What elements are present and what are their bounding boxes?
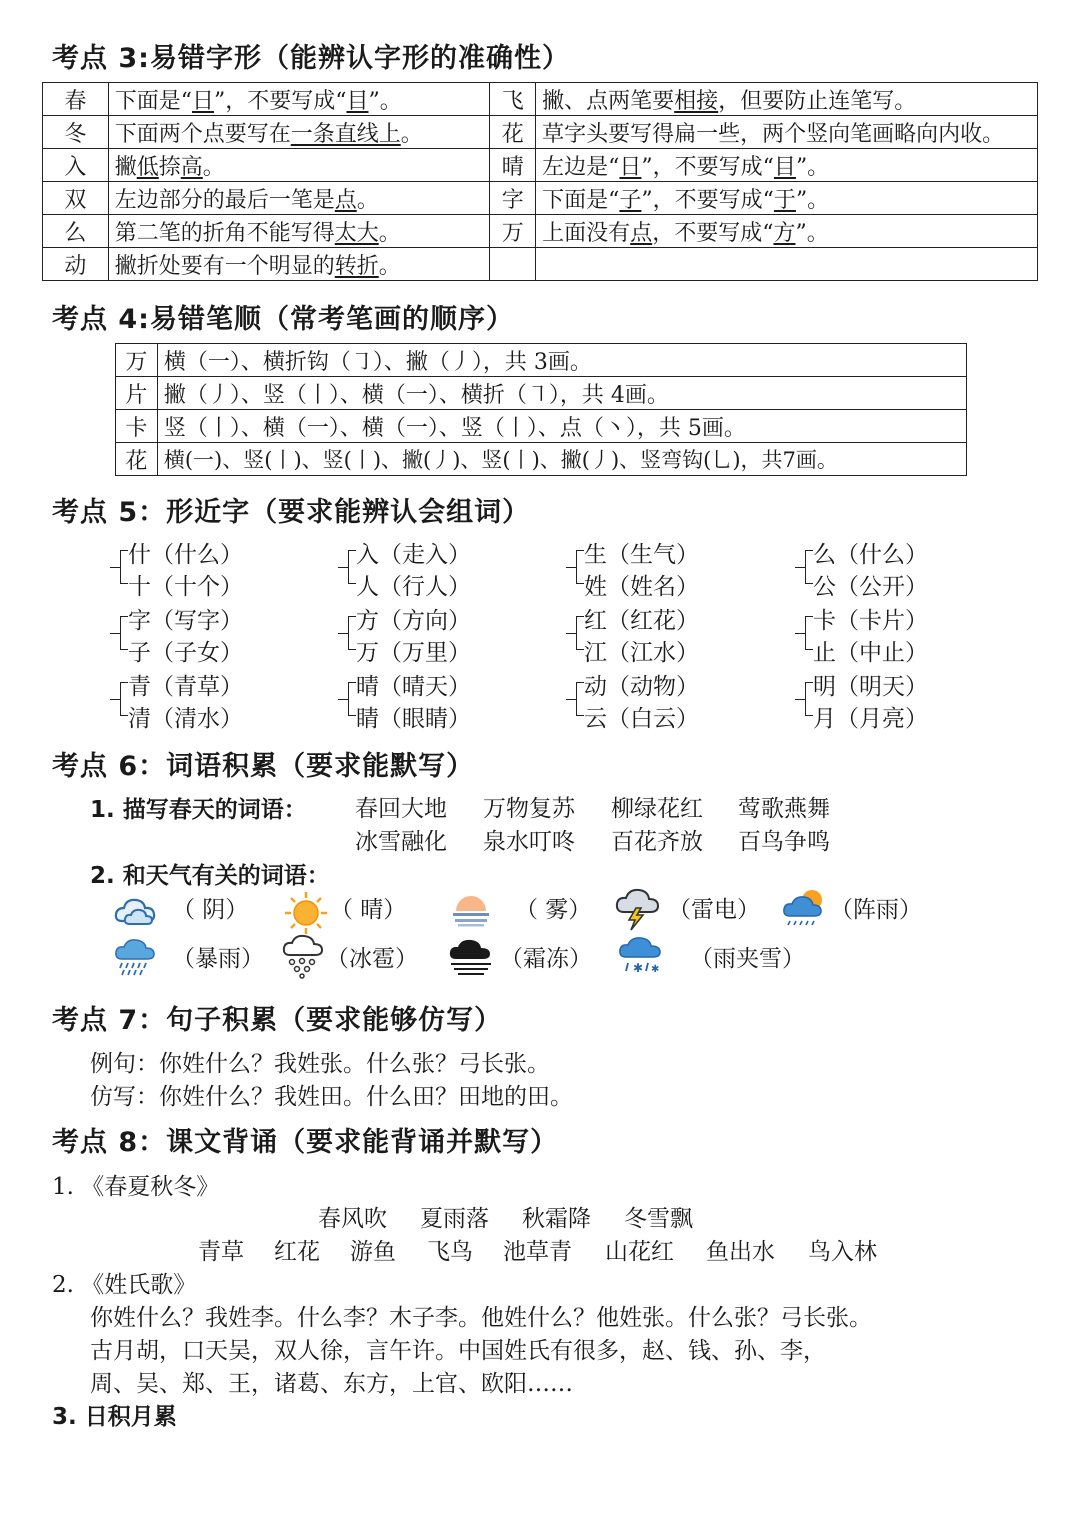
underlined-text: 低 xyxy=(136,154,159,180)
char-cell: 万 xyxy=(116,344,158,377)
section3-table xyxy=(42,82,1038,281)
hail-icon xyxy=(282,933,326,979)
poem2-line1: 你姓什么？我姓李。什么李？木子李。他姓什么？他姓张。什么张？弓长张。 xyxy=(90,1305,872,1331)
poem-phrase: 池草青 xyxy=(503,1239,572,1265)
cell-text: 第二笔的折角不能写得 xyxy=(114,220,335,246)
weather-label-heavy-rain: （暴雨） xyxy=(172,946,264,972)
example-sentence: 例句：你姓什么？我姓张。什么张？弓长张。 xyxy=(90,1051,550,1077)
svg-text:✱: ✱ xyxy=(633,961,644,975)
poem-phrase: 山花红 xyxy=(605,1239,674,1265)
note-cell xyxy=(536,83,1038,116)
similar-char-word: 晴（晴天） xyxy=(356,674,471,700)
cell-text: 撇 xyxy=(114,154,137,180)
brace-tick xyxy=(566,633,576,634)
char-cell: 片 xyxy=(116,377,158,410)
underlined-text: 点 xyxy=(334,187,357,213)
underlined-text: 一条直线上 xyxy=(290,121,401,147)
char-cell: 晴 xyxy=(490,149,536,182)
similar-char-word: 红（红花） xyxy=(584,608,699,634)
similar-char-word: 字（写字） xyxy=(128,608,243,634)
underlined-text: 高 xyxy=(180,154,203,180)
similar-char-word: 卡（卡片） xyxy=(813,608,928,634)
note-cell xyxy=(536,116,1038,149)
brace-tick xyxy=(338,699,348,700)
similar-char-word: 十（十个） xyxy=(128,574,243,600)
table-row xyxy=(43,215,1038,248)
table-row xyxy=(116,443,967,476)
table-row xyxy=(43,182,1038,215)
note-cell xyxy=(108,116,490,149)
cell-text: ”。 xyxy=(368,88,402,114)
similar-char-word: 云（白云） xyxy=(584,706,699,732)
note-cell xyxy=(108,248,490,281)
cell-text: 下面两个点要写在 xyxy=(114,121,291,147)
weather-label-shower: （阵雨） xyxy=(830,897,922,923)
cell-text: 。 xyxy=(400,121,423,147)
char-cell: 花 xyxy=(116,443,158,476)
cell-text: 下面是“ xyxy=(114,88,192,114)
similar-char-word: 子（子女） xyxy=(128,640,243,666)
similar-char-word: 什（什么） xyxy=(128,542,243,568)
spring-words-label: 1. 描写春天的词语： xyxy=(90,797,307,823)
note-cell xyxy=(108,149,490,182)
similar-char-word: 月（月亮） xyxy=(813,706,928,732)
poem2-line3: 周、吴、郑、王，诸葛、东方，上官、欧阳…… xyxy=(90,1371,573,1397)
stroke-order-cell: 横（一）、横折钩（㇆）、撇（丿），共 3画。 xyxy=(157,344,966,377)
cell-text: ”。 xyxy=(795,220,829,246)
sun-icon xyxy=(284,891,328,935)
thunder-icon xyxy=(614,886,660,932)
cell-text: 上面没有 xyxy=(542,220,631,246)
spring-word: 冰雪融化 xyxy=(355,829,447,855)
spring-word: 春回大地 xyxy=(355,796,447,822)
underlined-text: 于 xyxy=(773,187,796,213)
similar-char-word: 睛（眼睛） xyxy=(356,706,471,732)
char-cell: 花 xyxy=(490,116,536,149)
cell-text: ，不要写成“ xyxy=(652,220,774,246)
weather-label-sleet: （雨夹雪） xyxy=(690,946,805,972)
poem-phrase: 青草 xyxy=(198,1239,244,1265)
char-cell: 春 xyxy=(43,83,109,116)
char-cell: 冬 xyxy=(43,116,109,149)
poem-phrase: 夏雨落 xyxy=(420,1206,489,1232)
poem-phrase: 游鱼 xyxy=(350,1239,396,1265)
cell-text: 。 xyxy=(202,154,225,180)
cell-text: 撇、点两笔要 xyxy=(542,88,675,114)
cloudy-icon xyxy=(114,893,160,927)
spring-word: 柳绿花红 xyxy=(611,796,703,822)
similar-char-word: 明（明天） xyxy=(813,674,928,700)
char-cell: 万 xyxy=(490,215,536,248)
poem-phrase: 秋霜降 xyxy=(522,1206,591,1232)
char-cell: 动 xyxy=(43,248,109,281)
svg-text:✱: ✱ xyxy=(651,964,660,975)
weather-label-sunny: （ 晴） xyxy=(330,897,407,923)
spring-word: 百鸟争鸣 xyxy=(738,829,830,855)
underlined-text: 方 xyxy=(773,220,796,246)
underlined-text: 目 xyxy=(773,154,796,180)
brace-tick xyxy=(795,633,805,634)
stroke-order-cell: 撇（丿）、竖（丨）、横（一）、横折（㇕），共 4画。 xyxy=(157,377,966,410)
section5-title: 考点 5：形近字（要求能辨认会组词） xyxy=(52,497,531,528)
poem-phrase: 春风吹 xyxy=(318,1206,387,1232)
poem1-title: 1. 《春夏秋冬》 xyxy=(52,1174,220,1200)
stroke-order-cell: 横(一)、竖(丨)、竖(丨)、撇(丿)、竖(丨)、撇(丿)、竖弯钩(乚)，共7画。 xyxy=(157,443,966,476)
fog-icon xyxy=(450,893,492,927)
cell-text: ，但要防止连笔写。 xyxy=(718,88,917,114)
similar-char-word: 人（行人） xyxy=(356,574,471,600)
note-cell xyxy=(536,182,1038,215)
table-row xyxy=(116,410,967,443)
char-cell xyxy=(490,248,536,281)
underlined-text: 太大 xyxy=(334,220,379,246)
spring-word: 泉水叮咚 xyxy=(483,829,575,855)
brace-tick xyxy=(795,567,805,568)
poem2-title: 2. 《姓氏歌》 xyxy=(52,1272,197,1298)
cell-text: 。 xyxy=(356,187,379,213)
cell-text: 草字头要写得扁一些，两个竖向笔画略向内收。 xyxy=(542,121,1005,147)
table-row xyxy=(43,248,1038,281)
shower-icon xyxy=(782,886,828,930)
char-cell: 卡 xyxy=(116,410,158,443)
cell-text: 。 xyxy=(378,220,401,246)
char-cell: 双 xyxy=(43,182,109,215)
char-cell: 么 xyxy=(43,215,109,248)
note-cell xyxy=(536,149,1038,182)
section4-table xyxy=(115,343,967,476)
similar-char-word: 动（动物） xyxy=(584,674,699,700)
weather-label-fog: （ 雾） xyxy=(515,897,592,923)
table-row xyxy=(43,83,1038,116)
similar-char-word: 方（方向） xyxy=(356,608,471,634)
cell-text: 下面是“ xyxy=(542,187,620,213)
table-row xyxy=(116,377,967,410)
cell-text: ”。 xyxy=(795,187,830,213)
similar-char-word: 入（走入） xyxy=(356,542,471,568)
table-row xyxy=(116,344,967,377)
char-cell: 飞 xyxy=(490,83,536,116)
table-row xyxy=(43,149,1038,182)
poem-phrase: 鸟入林 xyxy=(808,1239,877,1265)
spring-word: 莺歌燕舞 xyxy=(738,796,830,822)
brace-tick xyxy=(338,633,348,634)
underlined-text: 目 xyxy=(346,88,369,114)
underlined-text: 日 xyxy=(619,154,642,180)
brace-tick xyxy=(110,633,120,634)
section6-title: 考点 6：词语积累（要求能默写） xyxy=(52,751,475,782)
cell-text: ”。 xyxy=(795,154,830,180)
section3-title: 考点 3:易错字形（能辨认字形的准确性） xyxy=(52,43,570,74)
similar-char-word: 生（生气） xyxy=(584,542,699,568)
poem-phrase: 鱼出水 xyxy=(706,1239,775,1265)
spring-word: 万物复苏 xyxy=(483,796,575,822)
poem-phrase: 冬雪飘 xyxy=(624,1206,693,1232)
table-row xyxy=(43,116,1038,149)
similar-char-word: 姓（姓名） xyxy=(584,574,699,600)
cell-text: 左边是“ xyxy=(542,154,620,180)
sleet-icon xyxy=(618,933,664,979)
weather-label-hail: （冰雹） xyxy=(326,946,418,972)
similar-char-word: 江（江水） xyxy=(584,640,699,666)
similar-char-word: 止（中止） xyxy=(813,640,928,666)
weather-label-thunder: （雷电） xyxy=(668,897,760,923)
underlined-text: 转折 xyxy=(334,253,379,279)
underlined-text: 相接 xyxy=(674,88,719,114)
section7-title: 考点 7：句子积累（要求能够仿写） xyxy=(52,1005,503,1036)
poem-phrase: 飞鸟 xyxy=(427,1239,473,1265)
cell-text: 。 xyxy=(378,253,401,279)
spring-word: 百花齐放 xyxy=(611,829,703,855)
similar-char-word: 万（万里） xyxy=(356,640,471,666)
note-cell xyxy=(108,182,490,215)
note-cell xyxy=(536,215,1038,248)
section4-title: 考点 4:易错笔顺（常考笔画的顺序） xyxy=(52,304,514,335)
stroke-order-cell: 竖（丨）、横（一）、横（一）、竖（丨）、点（丶），共 5画。 xyxy=(157,410,966,443)
char-cell: 入 xyxy=(43,149,109,182)
note-cell xyxy=(108,83,490,116)
underlined-text: 点 xyxy=(630,220,653,246)
poem2-line2: 古月胡，口天吴，双人徐，言午许。中国姓氏有很多，赵、钱、孙、李， xyxy=(90,1338,826,1364)
cell-text: ”，不要写成“ xyxy=(213,88,347,114)
brace-tick xyxy=(566,567,576,568)
note-cell xyxy=(536,248,1038,281)
cell-text: 捺 xyxy=(158,154,181,180)
frost-icon xyxy=(448,935,494,977)
char-cell: 字 xyxy=(490,182,536,215)
note-cell xyxy=(108,215,490,248)
poem-phrase: 红花 xyxy=(274,1239,320,1265)
weather-label-frost: （霜冻） xyxy=(500,946,592,972)
cell-text: 撇折处要有一个明显的 xyxy=(114,253,335,279)
underlined-text: 日 xyxy=(191,88,214,114)
cell-text: ”，不要写成“ xyxy=(641,187,774,213)
weather-words-label: 2. 和天气有关的词语： xyxy=(90,863,330,889)
cell-text: 左边部分的最后一笔是 xyxy=(114,187,335,213)
underlined-text: 子 xyxy=(619,187,642,213)
section8-title: 考点 8：课文背诵（要求能背诵并默写） xyxy=(52,1127,559,1158)
similar-char-word: 公（公开） xyxy=(813,574,928,600)
brace-tick xyxy=(338,567,348,568)
brace-tick xyxy=(110,699,120,700)
similar-char-word: 青（青草） xyxy=(128,674,243,700)
similar-char-word: 么（什么） xyxy=(813,542,928,568)
weather-label-cloudy: （ 阴） xyxy=(172,897,249,923)
brace-tick xyxy=(795,699,805,700)
imitation-sentence: 仿写：你姓什么？我姓田。什么田？田地的田。 xyxy=(90,1084,573,1110)
daily-accumulation-title: 3. 日积月累 xyxy=(52,1404,177,1430)
heavy-rain-icon xyxy=(114,935,158,979)
cell-text: ”，不要写成“ xyxy=(641,154,774,180)
brace-tick xyxy=(566,699,576,700)
similar-char-word: 清（清水） xyxy=(128,706,243,732)
brace-tick xyxy=(110,567,120,568)
